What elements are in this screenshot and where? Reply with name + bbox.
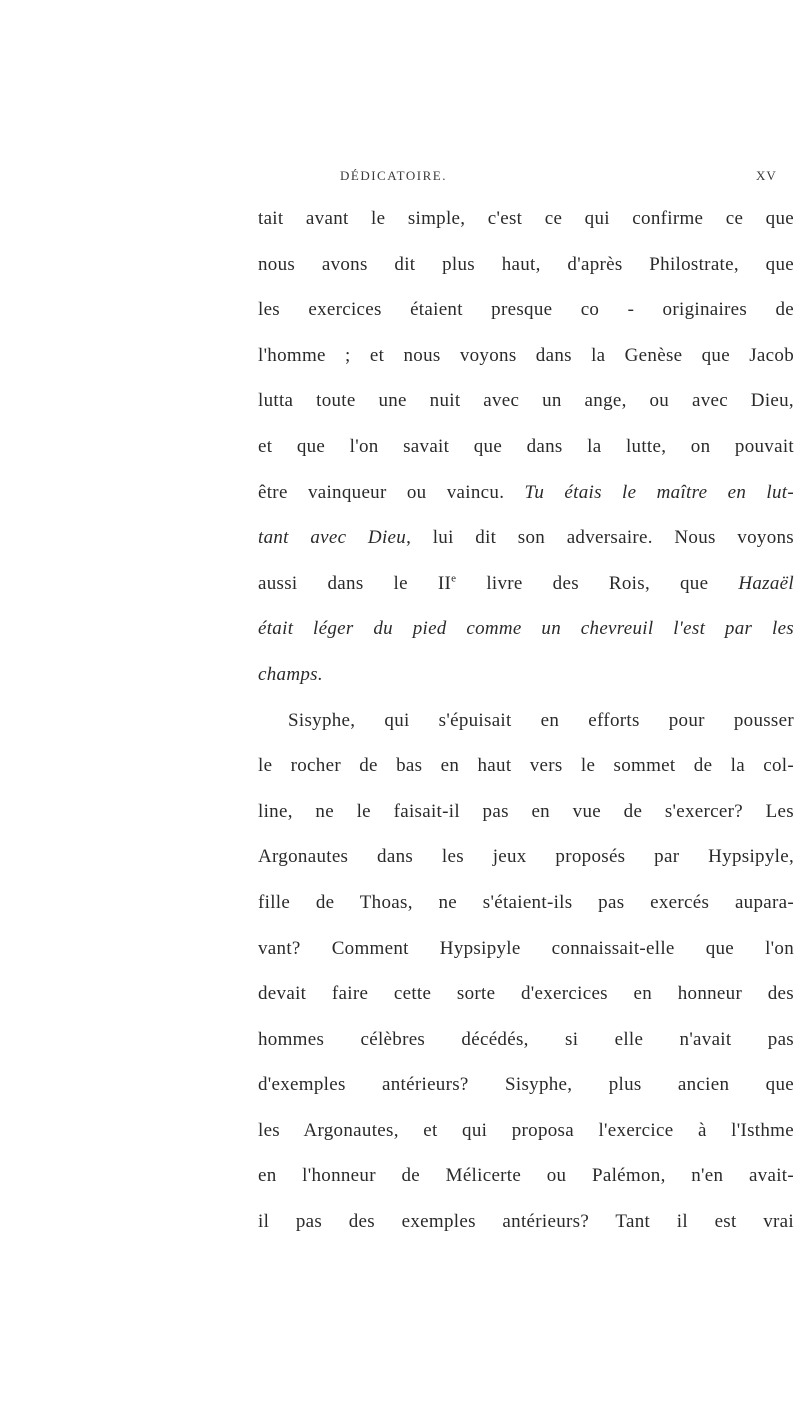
- line-text: hommes célèbres décédés, si elle n'avait pas: [258, 1028, 794, 1050]
- line-text: les Argonautes, et qui proposa l'exercice à l'Isthme: [258, 1119, 794, 1141]
- line-text: nous avons dit plus haut, d'après Philostrate, que: [258, 253, 794, 275]
- text-line: [258, 378, 794, 424]
- text-line: [258, 287, 794, 333]
- line-text: line, ne le faisait-il pas en vue de s'exercer? Les: [258, 800, 794, 822]
- text-line: [258, 561, 794, 607]
- italic-text: Hazaël: [738, 572, 794, 594]
- text-line: [258, 743, 794, 789]
- text-line: [258, 1017, 794, 1063]
- superscript: e: [451, 572, 457, 585]
- line-text: l'homme ; et nous voyons dans la Genèse que Jacob: [258, 344, 794, 366]
- italic-text: champs.: [258, 663, 323, 685]
- text-line: [258, 515, 794, 561]
- text-line: [258, 652, 794, 698]
- text-line: [258, 789, 794, 835]
- line-text: Argonautes dans les jeux proposés par Hypsipyle,: [258, 846, 794, 868]
- text-line: [258, 698, 794, 744]
- text-line: [258, 1153, 794, 1199]
- line-text: Sisyphe, qui s'épuisait en efforts pour pousser: [288, 709, 794, 731]
- line-text: fille de Thoas, ne s'étaient-ils pas exercés aupara-: [258, 891, 794, 913]
- line-text: et que l'on savait que dans la lutte, on pouvait: [258, 435, 794, 457]
- text-line: [258, 424, 794, 470]
- text-line: [258, 470, 794, 516]
- line-text: en l'honneur de Mélicerte ou Palémon, n'en avait-: [258, 1165, 794, 1187]
- line-text: il pas des exemples antérieurs? Tant il est vrai: [258, 1211, 794, 1233]
- line-text: le rocher de bas en haut vers le sommet de la col-: [258, 755, 794, 777]
- text-line: [258, 1062, 794, 1108]
- line-text: livre des Rois, que: [456, 572, 739, 594]
- body-text: [258, 196, 794, 1245]
- page-number: XV: [756, 168, 777, 183]
- text-line: [258, 196, 794, 242]
- line-text: être vainqueur ou vaincu.: [258, 481, 525, 503]
- running-head: [0, 168, 800, 192]
- italic-text: était léger du pied comme un chevreuil l'est par les: [258, 618, 794, 640]
- text-line: [258, 971, 794, 1017]
- text-line: [258, 242, 794, 288]
- text-line: [258, 606, 794, 652]
- text-line: [258, 926, 794, 972]
- text-line: [258, 1108, 794, 1154]
- text-line: [258, 333, 794, 379]
- italic-text: Tu étais le maître en lut-: [524, 481, 794, 503]
- text-line: [258, 1199, 794, 1245]
- running-title: DÉDICATOIRE.: [340, 168, 447, 183]
- line-text: lutta toute une nuit avec un ange, ou avec Dieu,: [258, 390, 794, 412]
- line-text: vant? Comment Hypsipyle connaissait-elle que l'on: [258, 937, 794, 959]
- line-text: d'exemples antérieurs? Sisyphe, plus ancien que: [258, 1074, 794, 1096]
- line-text: , lui dit son adversaire. Nous voyons: [406, 527, 794, 549]
- line-text: les exercices étaient presque co - originaires de: [258, 299, 794, 321]
- text-line: [258, 834, 794, 880]
- text-line: [258, 880, 794, 926]
- line-text: tait avant le simple, c'est ce qui confirme ce que: [258, 208, 794, 229]
- italic-text: tant avec Dieu: [258, 527, 407, 549]
- line-text: aussi dans le II: [258, 572, 452, 594]
- line-text: devait faire cette sorte d'exercices en honneur des: [258, 983, 794, 1005]
